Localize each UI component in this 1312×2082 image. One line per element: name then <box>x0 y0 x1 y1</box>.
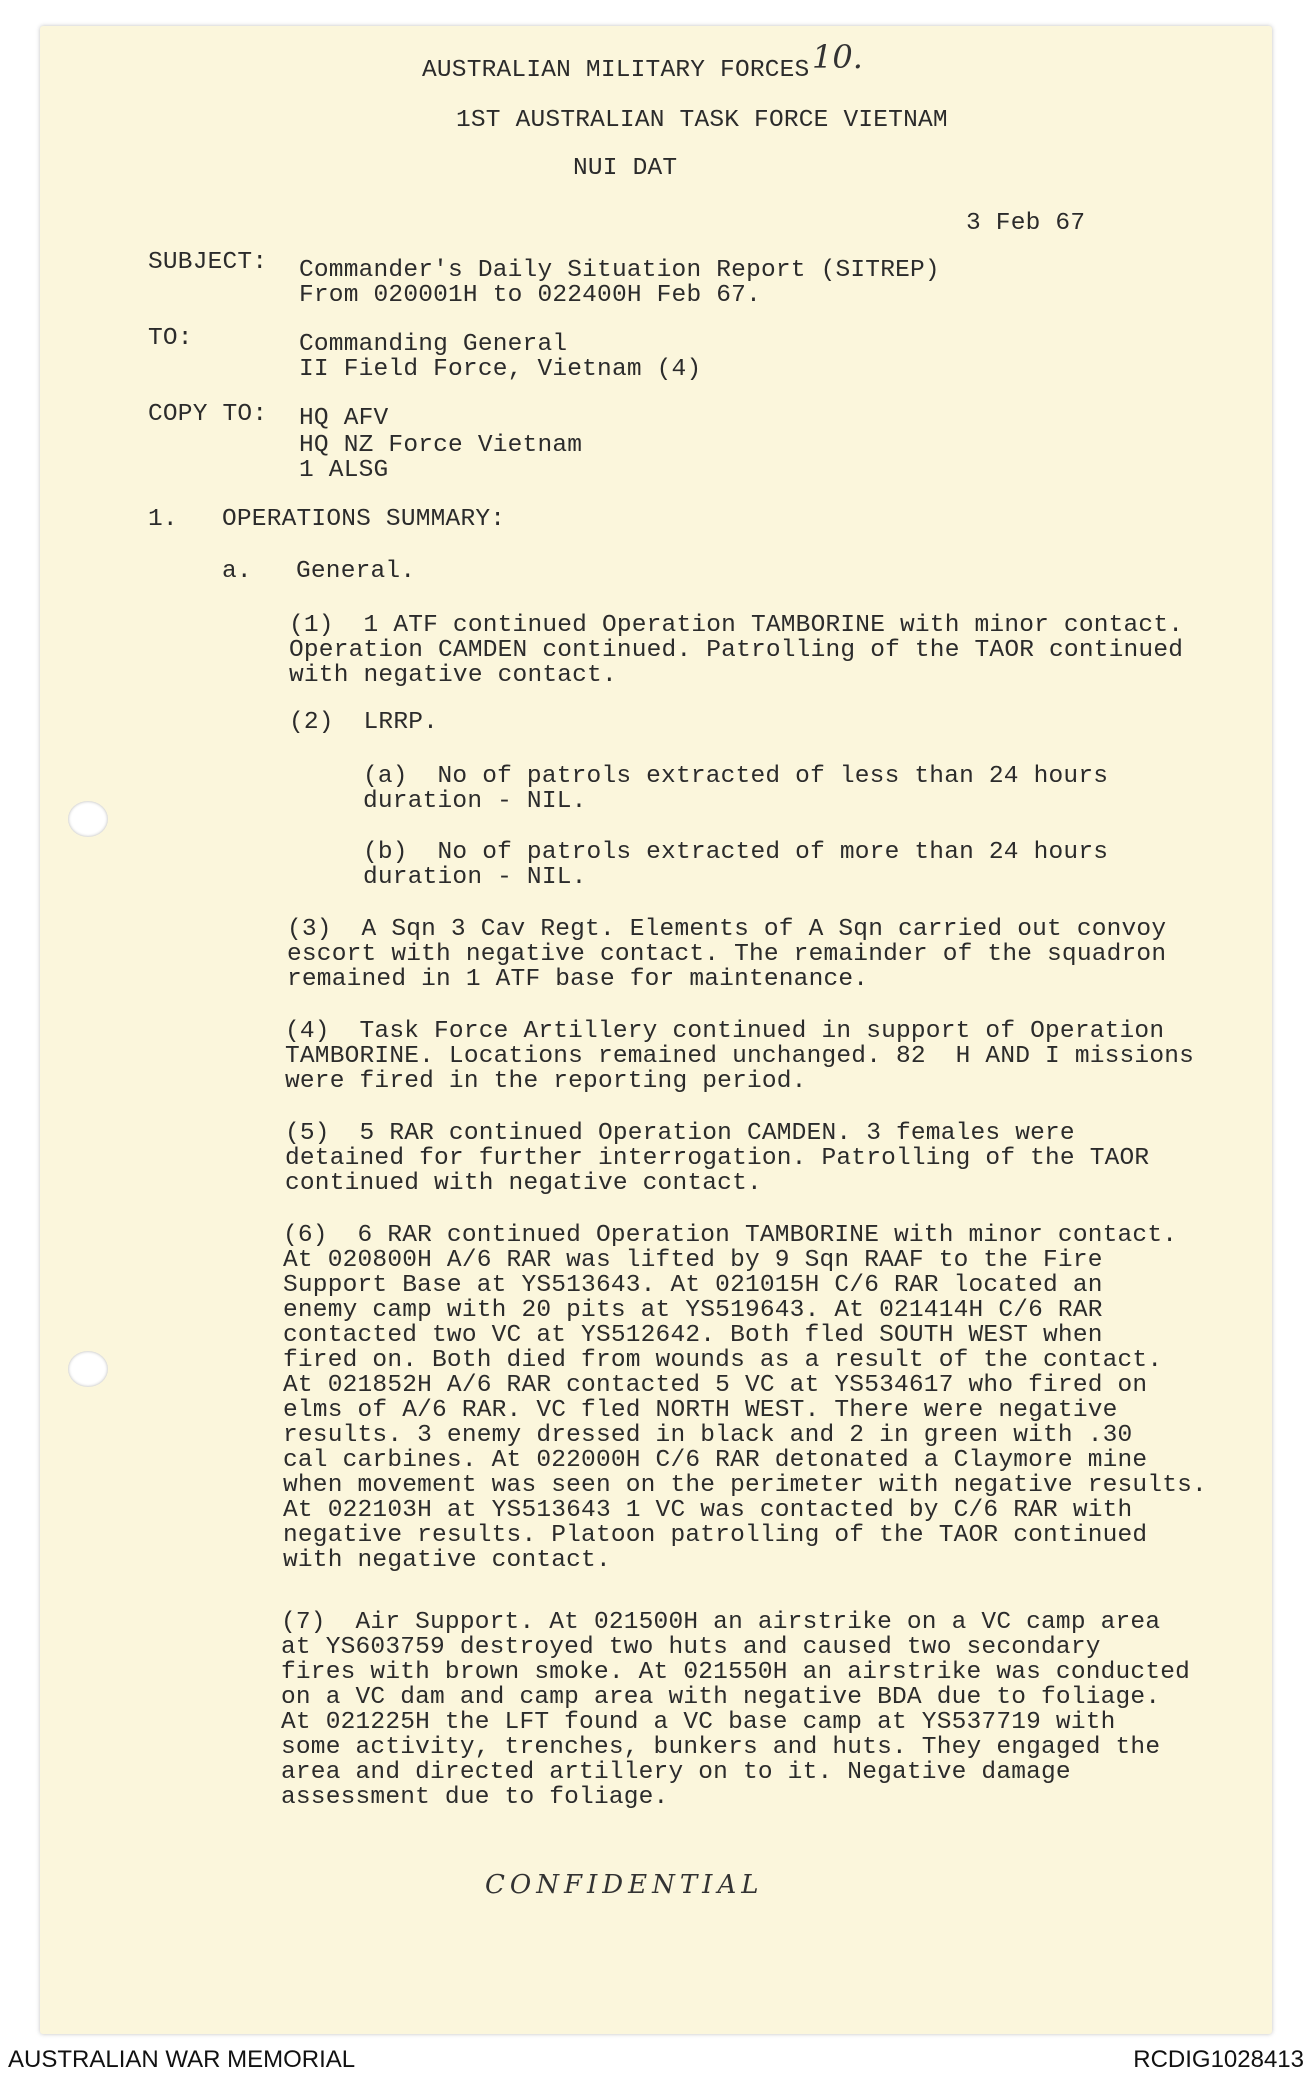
subject-line: Commander's Daily Situation Report (SITREP) <box>299 257 940 284</box>
para-line: (7) Air Support. At 021500H an airstrike on a VC camp area <box>281 1609 1161 1636</box>
para-line: At 021225H the LFT found a VC base camp at YS537719 with <box>281 1709 1116 1736</box>
para-line: At 021852H A/6 RAR contacted 5 VC at YS534617 who fired on <box>283 1372 1148 1399</box>
header-forces: AUSTRALIAN MILITARY FORCES <box>422 57 810 84</box>
para-line: At 022103H at YS513643 1 VC was contacted by C/6 RAR with <box>283 1497 1133 1524</box>
para-line: fired on. Both died from wounds as a result of the contact. <box>283 1347 1163 1374</box>
to-label: TO: <box>148 325 193 352</box>
para-line: with negative contact. <box>283 1547 611 1574</box>
punch-hole <box>68 1351 108 1387</box>
para-line: (4) Task Force Artillery continued in support of Operation <box>285 1018 1165 1045</box>
section-title: OPERATIONS SUMMARY: <box>222 506 506 533</box>
para-line: (3) A Sqn 3 Cav Regt. Elements of A Sqn carried out convoy <box>287 916 1167 943</box>
para-title: (2) LRRP. <box>289 709 439 736</box>
para-line: with negative contact. <box>289 662 617 689</box>
report-date: 3 Feb 67 <box>966 210 1086 237</box>
subsection-letter: a. <box>222 558 252 585</box>
punch-hole <box>68 801 108 837</box>
classification-marking: CONFIDENTIAL <box>485 1870 764 1900</box>
para-line: At 020800H A/6 RAR was lifted by 9 Sqn RAAF to the Fire <box>283 1247 1103 1274</box>
para-line: when movement was seen on the perimeter with negative results. <box>283 1472 1207 1499</box>
header-task-force: 1ST AUSTRALIAN TASK FORCE VIETNAM <box>456 107 948 134</box>
copy-to-label: COPY TO: <box>148 401 268 428</box>
copy-to-line: HQ AFV <box>299 405 389 432</box>
para-line: at YS603759 destroyed two huts and caused two secondary <box>281 1634 1101 1661</box>
para-line: (b) No of patrols extracted of more than 24 hours <box>363 839 1109 866</box>
para-line: some activity, trenches, bunkers and huts. They engaged the <box>281 1734 1161 1761</box>
para-line: detained for further interrogation. Patrolling of the TAOR <box>285 1145 1150 1172</box>
para-line: TAMBORINE. Locations remained unchanged. 82 H AND I missions <box>285 1043 1195 1070</box>
to-line: II Field Force, Vietnam (4) <box>299 356 702 383</box>
para-line: negative results. Platoon patrolling of the TAOR continued <box>283 1522 1148 1549</box>
para-line: remained in 1 ATF base for maintenance. <box>287 966 869 993</box>
para-line: (a) No of patrols extracted of less than 24 hours <box>363 763 1109 790</box>
para-line: continued with negative contact. <box>285 1170 762 1197</box>
para-line: escort with negative contact. The remainder of the squadron <box>287 941 1167 968</box>
subject-label: SUBJECT: <box>148 249 268 276</box>
footer-source: AUSTRALIAN WAR MEMORIAL <box>8 2046 356 2073</box>
copy-to-line: 1 ALSG <box>299 457 389 484</box>
footer-reference: RCDIG1028413 <box>1133 2046 1304 2073</box>
para-line: duration - NIL. <box>363 864 587 891</box>
subsection-title: General. <box>296 558 416 585</box>
para-line: Support Base at YS513643. At 021015H C/6 RAR located an <box>283 1272 1103 1299</box>
page-number: 10. <box>812 38 863 76</box>
para-line: (6) 6 RAR continued Operation TAMBORINE with minor contact. <box>283 1222 1178 1249</box>
para-line: fires with brown smoke. At 021550H an airstrike was conducted <box>281 1659 1191 1686</box>
copy-to-line: HQ NZ Force Vietnam <box>299 432 583 459</box>
para-line: elms of A/6 RAR. VC fled NORTH WEST. There were negative <box>283 1397 1118 1424</box>
para-line: results. 3 enemy dressed in black and 2 in green with .30 <box>283 1422 1133 1449</box>
para-line: enemy camp with 20 pits at YS519643. At 021414H C/6 RAR <box>283 1297 1103 1324</box>
para-line: area and directed artillery on to it. Negative damage <box>281 1759 1071 1786</box>
para-line: contacted two VC at YS512642. Both fled SOUTH WEST when <box>283 1322 1103 1349</box>
para-line: (1) 1 ATF continued Operation TAMBORINE with minor contact. <box>289 612 1184 639</box>
para-line: duration - NIL. <box>363 788 587 815</box>
to-line: Commanding General <box>299 331 568 358</box>
para-line: cal carbines. At 022000H C/6 RAR detonated a Claymore mine <box>283 1447 1148 1474</box>
para-line: Operation CAMDEN continued. Patrolling of the TAOR continued <box>289 637 1184 664</box>
subject-line: From 020001H to 022400H Feb 67. <box>299 282 761 309</box>
section-number: 1. <box>148 506 178 533</box>
para-line: assessment due to foliage. <box>281 1784 669 1811</box>
para-line: on a VC dam and camp area with negative BDA due to foliage. <box>281 1684 1161 1711</box>
para-line: were fired in the reporting period. <box>285 1068 807 1095</box>
para-line: (5) 5 RAR continued Operation CAMDEN. 3 females were <box>285 1120 1075 1147</box>
header-location: NUI DAT <box>573 155 678 182</box>
